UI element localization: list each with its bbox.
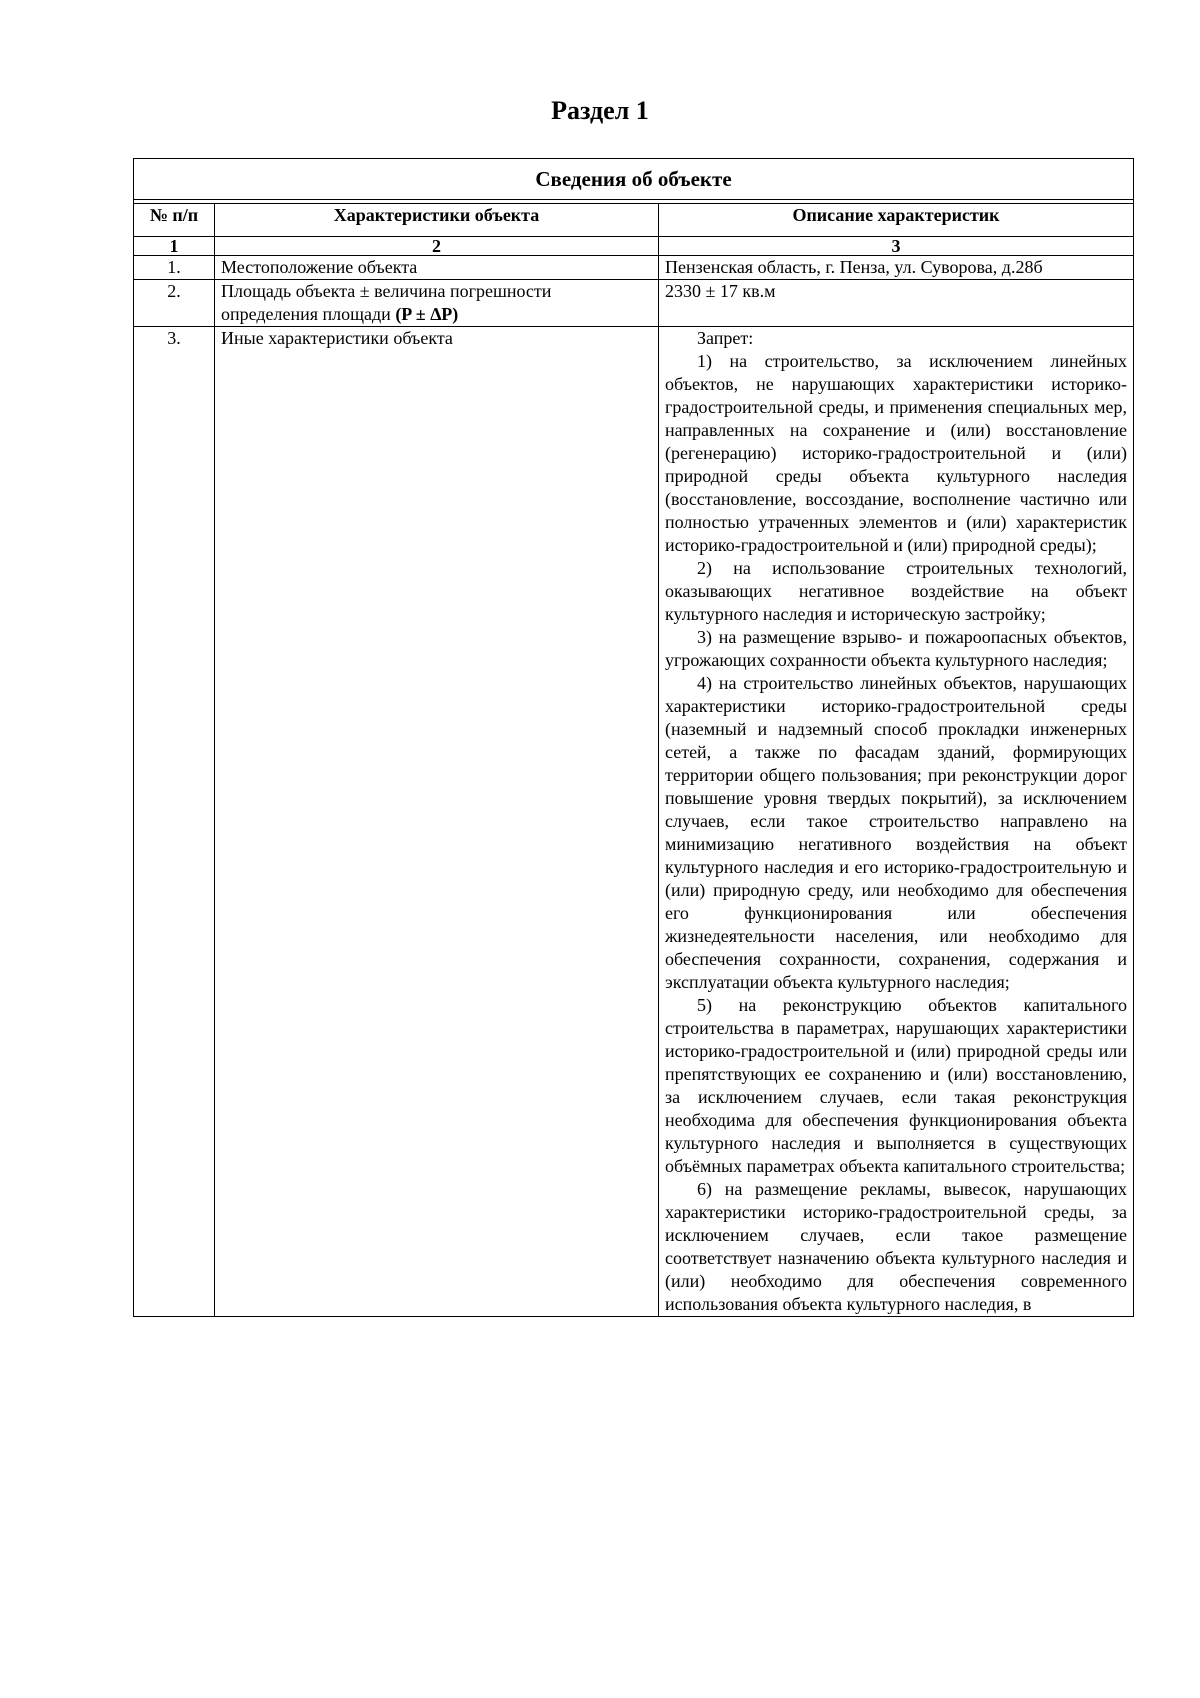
row-characteristic-formula: (P ± ∆P) [395, 304, 459, 324]
header-characteristics: Характеристики объекта [215, 204, 659, 237]
restriction-paragraph: 6) на размещение рекламы, вывесок, нарушающих характеристики историко-градостроительной среды, за исключением случаев, если такое размещение соответствует назначению объекта культурного наследия и (или) необходимо для обеспечения современного использования объекта культурного наследия, в [665, 1179, 1127, 1314]
row-description: Пензенская область, г. Пенза, ул. Суворова, д.28б [659, 256, 1134, 280]
row-description [659, 327, 1134, 1317]
header-number: № п/п [134, 204, 215, 237]
restriction-paragraph: 4) на строительство линейных объектов, нарушающих характеристики историко-градостроительной среды (наземный и надземный способ прокладки инженерных сетей, а также по фасадам зданий, формирующих территории общего пользования; при реконструкции дорог повышение уровня твердых покрытий), за исключением случаев, если такое строительство направлено на минимизацию негативного воздействия на объект культурного наследия и его историко-градостроительную и (или) природную среду, или необходимо для обеспечения его функционирования или обеспечения жизнедеятельности населения, или необходимо для обеспечения сохранности, сохранения, содержания и эксплуатации объекта культурного наследия; [665, 673, 1127, 992]
table-row [134, 256, 1134, 280]
table-caption: Сведения об объекте [134, 159, 1134, 200]
column-number-row [134, 237, 1134, 256]
table-row [134, 327, 1134, 1317]
restriction-paragraph: 5) на реконструкцию объектов капитального строительства в параметрах, нарушающих характеристики историко-градостроительной и (или) природной среды или препятствующих ее сохранению и (или) восстановлению, за исключением случаев, если такая реконструкция необходима для обеспечения функционирования объекта культурного наследия и выполняется в существующих объёмных параметрах объекта капитального строительства; [665, 995, 1127, 1176]
restrictions-text [665, 327, 1127, 1316]
column-number: 2 [215, 237, 659, 256]
row-number: 2. [134, 280, 215, 327]
restriction-paragraph: 2) на использование строительных технологий, оказывающих негативное воздействие на объект культурного наследия и историческую застройку; [665, 558, 1127, 624]
row-description: 2330 ± 17 кв.м [659, 280, 1134, 327]
table-header-row [134, 204, 1134, 237]
row-characteristic [215, 280, 659, 327]
restriction-paragraph: Запрет: [697, 328, 754, 348]
row-characteristic: Местоположение объекта [215, 256, 659, 280]
page-title: Раздел 1 [551, 96, 649, 125]
restriction-paragraph: 3) на размещение взрыво- и пожароопасных объектов, угрожающих сохранности объекта культурного наследия; [665, 627, 1127, 670]
row-characteristic: Иные характеристики объекта [215, 327, 659, 1317]
table-row [134, 280, 1134, 327]
row-characteristic-text: Площадь объекта ± величина погрешности определения площади [221, 281, 552, 324]
row-number: 3. [134, 327, 215, 1317]
column-number: 1 [134, 237, 215, 256]
column-number: 3 [659, 237, 1134, 256]
header-description: Описание характеристик [659, 204, 1134, 237]
restriction-paragraph: 1) на строительство, за исключением линейных объектов, не нарушающих характеристики историко-градостроительной среды, и применения специальных мер, направленных на сохранение и (или) восстановление (регенерацию) историко-градостроительной и (или) природной среды объекта культурного наследия (восстановление, воссоздание, восполнение частично или полностью утраченных элементов и (или) характеристик историко-градостроительной и (или) природной среды); [665, 351, 1127, 555]
row-number: 1. [134, 256, 215, 280]
object-info-table [133, 158, 1134, 1317]
